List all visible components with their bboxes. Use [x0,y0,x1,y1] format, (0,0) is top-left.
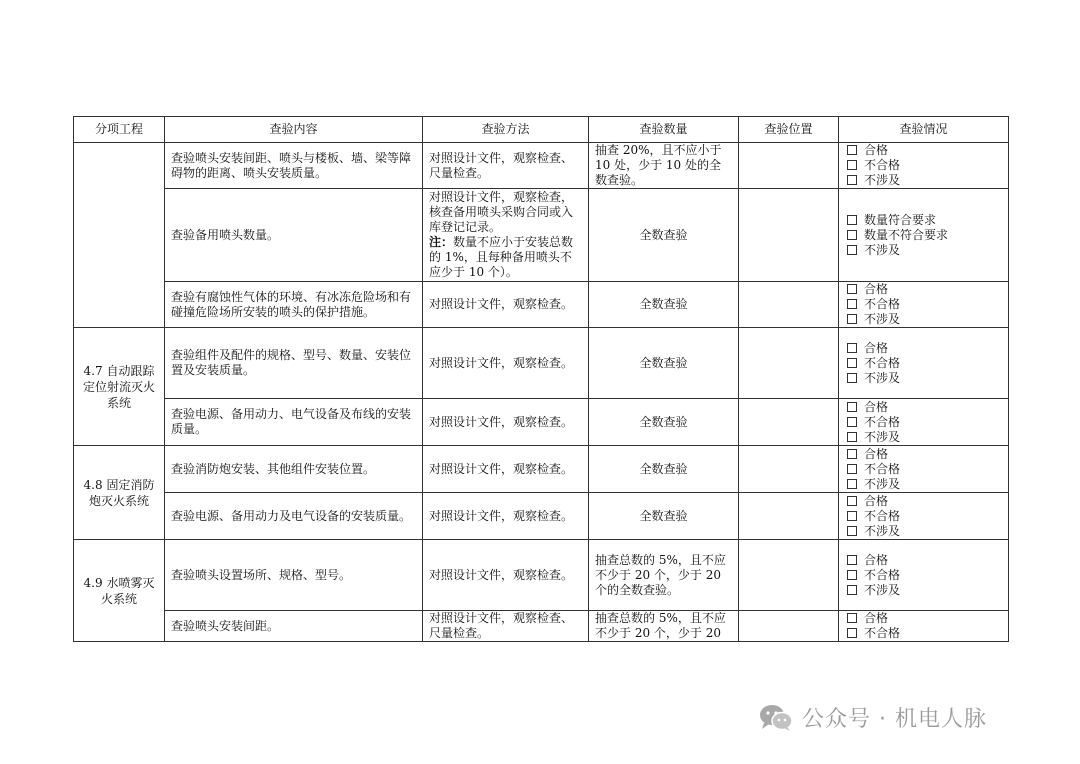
table-row [74,446,1009,493]
checkbox[interactable] [847,145,857,155]
checkbox[interactable] [847,585,857,595]
checkbox[interactable] [847,479,857,489]
status-option[interactable]: 不涉及 [847,312,1002,327]
status-option[interactable]: 不合格 [847,462,1002,477]
method-cell: 对照设计文件，观察检查。 [423,399,589,446]
location-cell [739,399,839,446]
status-cell [839,446,1009,493]
location-cell [739,611,839,642]
location-cell [739,540,839,611]
location-cell [739,189,839,282]
header-location: 查验位置 [739,117,839,143]
header-status: 查验情况 [839,117,1009,143]
content-cell: 查验喷头设置场所、规格、型号。 [165,540,423,611]
content-cell: 查验消防炮安装、其他组件安装位置。 [165,446,423,493]
status-option[interactable]: 不涉及 [847,430,1002,445]
status-option[interactable]: 数量符合要求 [847,213,1002,228]
status-cell [839,328,1009,399]
table-row [74,611,1009,642]
method-cell: 对照设计文件，观察检查、尺量检查。 [423,611,589,642]
header-method: 查验方法 [423,117,589,143]
quantity-cell: 全数查验 [589,493,739,540]
table-row [74,399,1009,446]
status-option[interactable]: 不涉及 [847,477,1002,492]
checkbox[interactable] [847,570,857,580]
section-cell: 4.7 自动跟踪定位射流灭火系统 [74,328,165,446]
method-cell: 对照设计文件，观察检查。 [423,493,589,540]
status-option[interactable]: 数量不符合要求 [847,228,1002,243]
status-option[interactable]: 不合格 [847,568,1002,583]
status-option[interactable]: 不涉及 [847,583,1002,598]
table-row [74,143,1009,189]
content-cell: 查验喷头安装间距、喷头与楼板、墙、梁等障碍物的距离、喷头安装质量。 [165,143,423,189]
status-option[interactable]: 不合格 [847,415,1002,430]
status-option[interactable]: 不合格 [847,626,1002,641]
quantity-cell: 全数查验 [589,446,739,493]
status-cell [839,282,1009,328]
header-content: 查验内容 [165,117,423,143]
checkbox[interactable] [847,628,857,638]
checkbox[interactable] [847,402,857,412]
content-cell: 查验电源、备用动力及电气设备的安装质量。 [165,493,423,540]
quantity-cell: 全数查验 [589,189,739,282]
method-cell: 对照设计文件，观察检查，核查备用喷头采购合同或入库登记记录。 注：数量不应小于安装总数的 1%，且每种备用喷头不应少于 10 个）。 [423,189,589,282]
section-cell: 4.9 水喷雾灭火系统 [74,540,165,642]
status-option[interactable]: 合格 [847,400,1002,415]
checkbox[interactable] [847,343,857,353]
status-cell [839,189,1009,282]
status-option[interactable]: 不涉及 [847,173,1002,188]
method-cell: 对照设计文件，观察检查、尺量检查。 [423,143,589,189]
quantity-cell: 抽查总数的 5%，且不应不少于 20 个，少于 20 [589,611,739,642]
checkbox[interactable] [847,284,857,294]
checkbox[interactable] [847,215,857,225]
quantity-cell: 抽查 20%，且不应小于 10 处，少于 10 处的全数查验。 [589,143,739,189]
method-note: 注：数量不应小于安装总数的 1%，且每种备用喷头不应少于 10 个）。 [429,235,574,279]
table-row [74,540,1009,611]
watermark-text: 公众号 · 机电人脉 [802,707,987,732]
location-cell [739,493,839,540]
quantity-cell: 全数查验 [589,399,739,446]
status-cell [839,611,1009,642]
status-option[interactable]: 不涉及 [847,243,1002,258]
checkbox[interactable] [847,299,857,309]
status-cell [839,493,1009,540]
checkbox[interactable] [847,230,857,240]
table-header-row [74,117,1009,143]
checkbox[interactable] [847,496,857,506]
inspection-table [73,116,1009,642]
quantity-cell: 抽查总数的 5%，且不应不少于 20 个，少于 20 个的全数查验。 [589,540,739,611]
location-cell [739,446,839,493]
location-cell [739,328,839,399]
content-cell: 查验电源、备用动力、电气设备及布线的安装质量。 [165,399,423,446]
method-cell: 对照设计文件，观察检查。 [423,282,589,328]
wechat-icon [758,703,794,733]
status-option[interactable]: 合格 [847,494,1002,509]
quantity-cell: 全数查验 [589,282,739,328]
status-option[interactable]: 不涉及 [847,524,1002,539]
table-row [74,493,1009,540]
content-cell: 查验备用喷头数量。 [165,189,423,282]
content-cell: 查验组件及配件的规格、型号、数量、安装位置及安装质量。 [165,328,423,399]
location-cell [739,143,839,189]
checkbox[interactable] [847,417,857,427]
checkbox[interactable] [847,464,857,474]
header-subproject: 分项工程 [74,117,165,143]
checkbox[interactable] [847,160,857,170]
checkbox[interactable] [847,555,857,565]
status-option[interactable]: 合格 [847,553,1002,568]
status-cell [839,399,1009,446]
checkbox[interactable] [847,511,857,521]
checkbox[interactable] [847,449,857,459]
status-cell [839,540,1009,611]
checkbox[interactable] [847,245,857,255]
status-option[interactable]: 合格 [847,143,1002,158]
method-cell: 对照设计文件，观察检查。 [423,328,589,399]
section-cell [74,143,165,328]
checkbox[interactable] [847,613,857,623]
checkbox[interactable] [847,175,857,185]
status-option[interactable]: 合格 [847,341,1002,356]
checkbox[interactable] [847,432,857,442]
checkbox[interactable] [847,373,857,383]
status-option[interactable]: 合格 [847,447,1002,462]
status-option[interactable]: 合格 [847,611,1002,626]
status-cell [839,143,1009,189]
content-cell: 查验有腐蚀性气体的环境、有冰冻危险场和有碰撞危险场所安装的喷头的保护措施。 [165,282,423,328]
quantity-cell: 全数查验 [589,328,739,399]
table-row [74,282,1009,328]
status-option[interactable]: 不合格 [847,509,1002,524]
status-option[interactable]: 不合格 [847,356,1002,371]
checkbox[interactable] [847,314,857,324]
method-cell: 对照设计文件，观察检查。 [423,446,589,493]
content-cell: 查验喷头安装间距。 [165,611,423,642]
watermark [758,702,987,733]
method-cell: 对照设计文件，观察检查。 [423,540,589,611]
header-quantity: 查验数量 [589,117,739,143]
status-option[interactable]: 合格 [847,282,1002,297]
status-option[interactable]: 不涉及 [847,371,1002,386]
table-row [74,328,1009,399]
table-row [74,189,1009,282]
checkbox[interactable] [847,358,857,368]
section-cell: 4.8 固定消防炮灭火系统 [74,446,165,540]
checkbox[interactable] [847,526,857,536]
location-cell [739,282,839,328]
status-option[interactable]: 不合格 [847,158,1002,173]
status-option[interactable]: 不合格 [847,297,1002,312]
